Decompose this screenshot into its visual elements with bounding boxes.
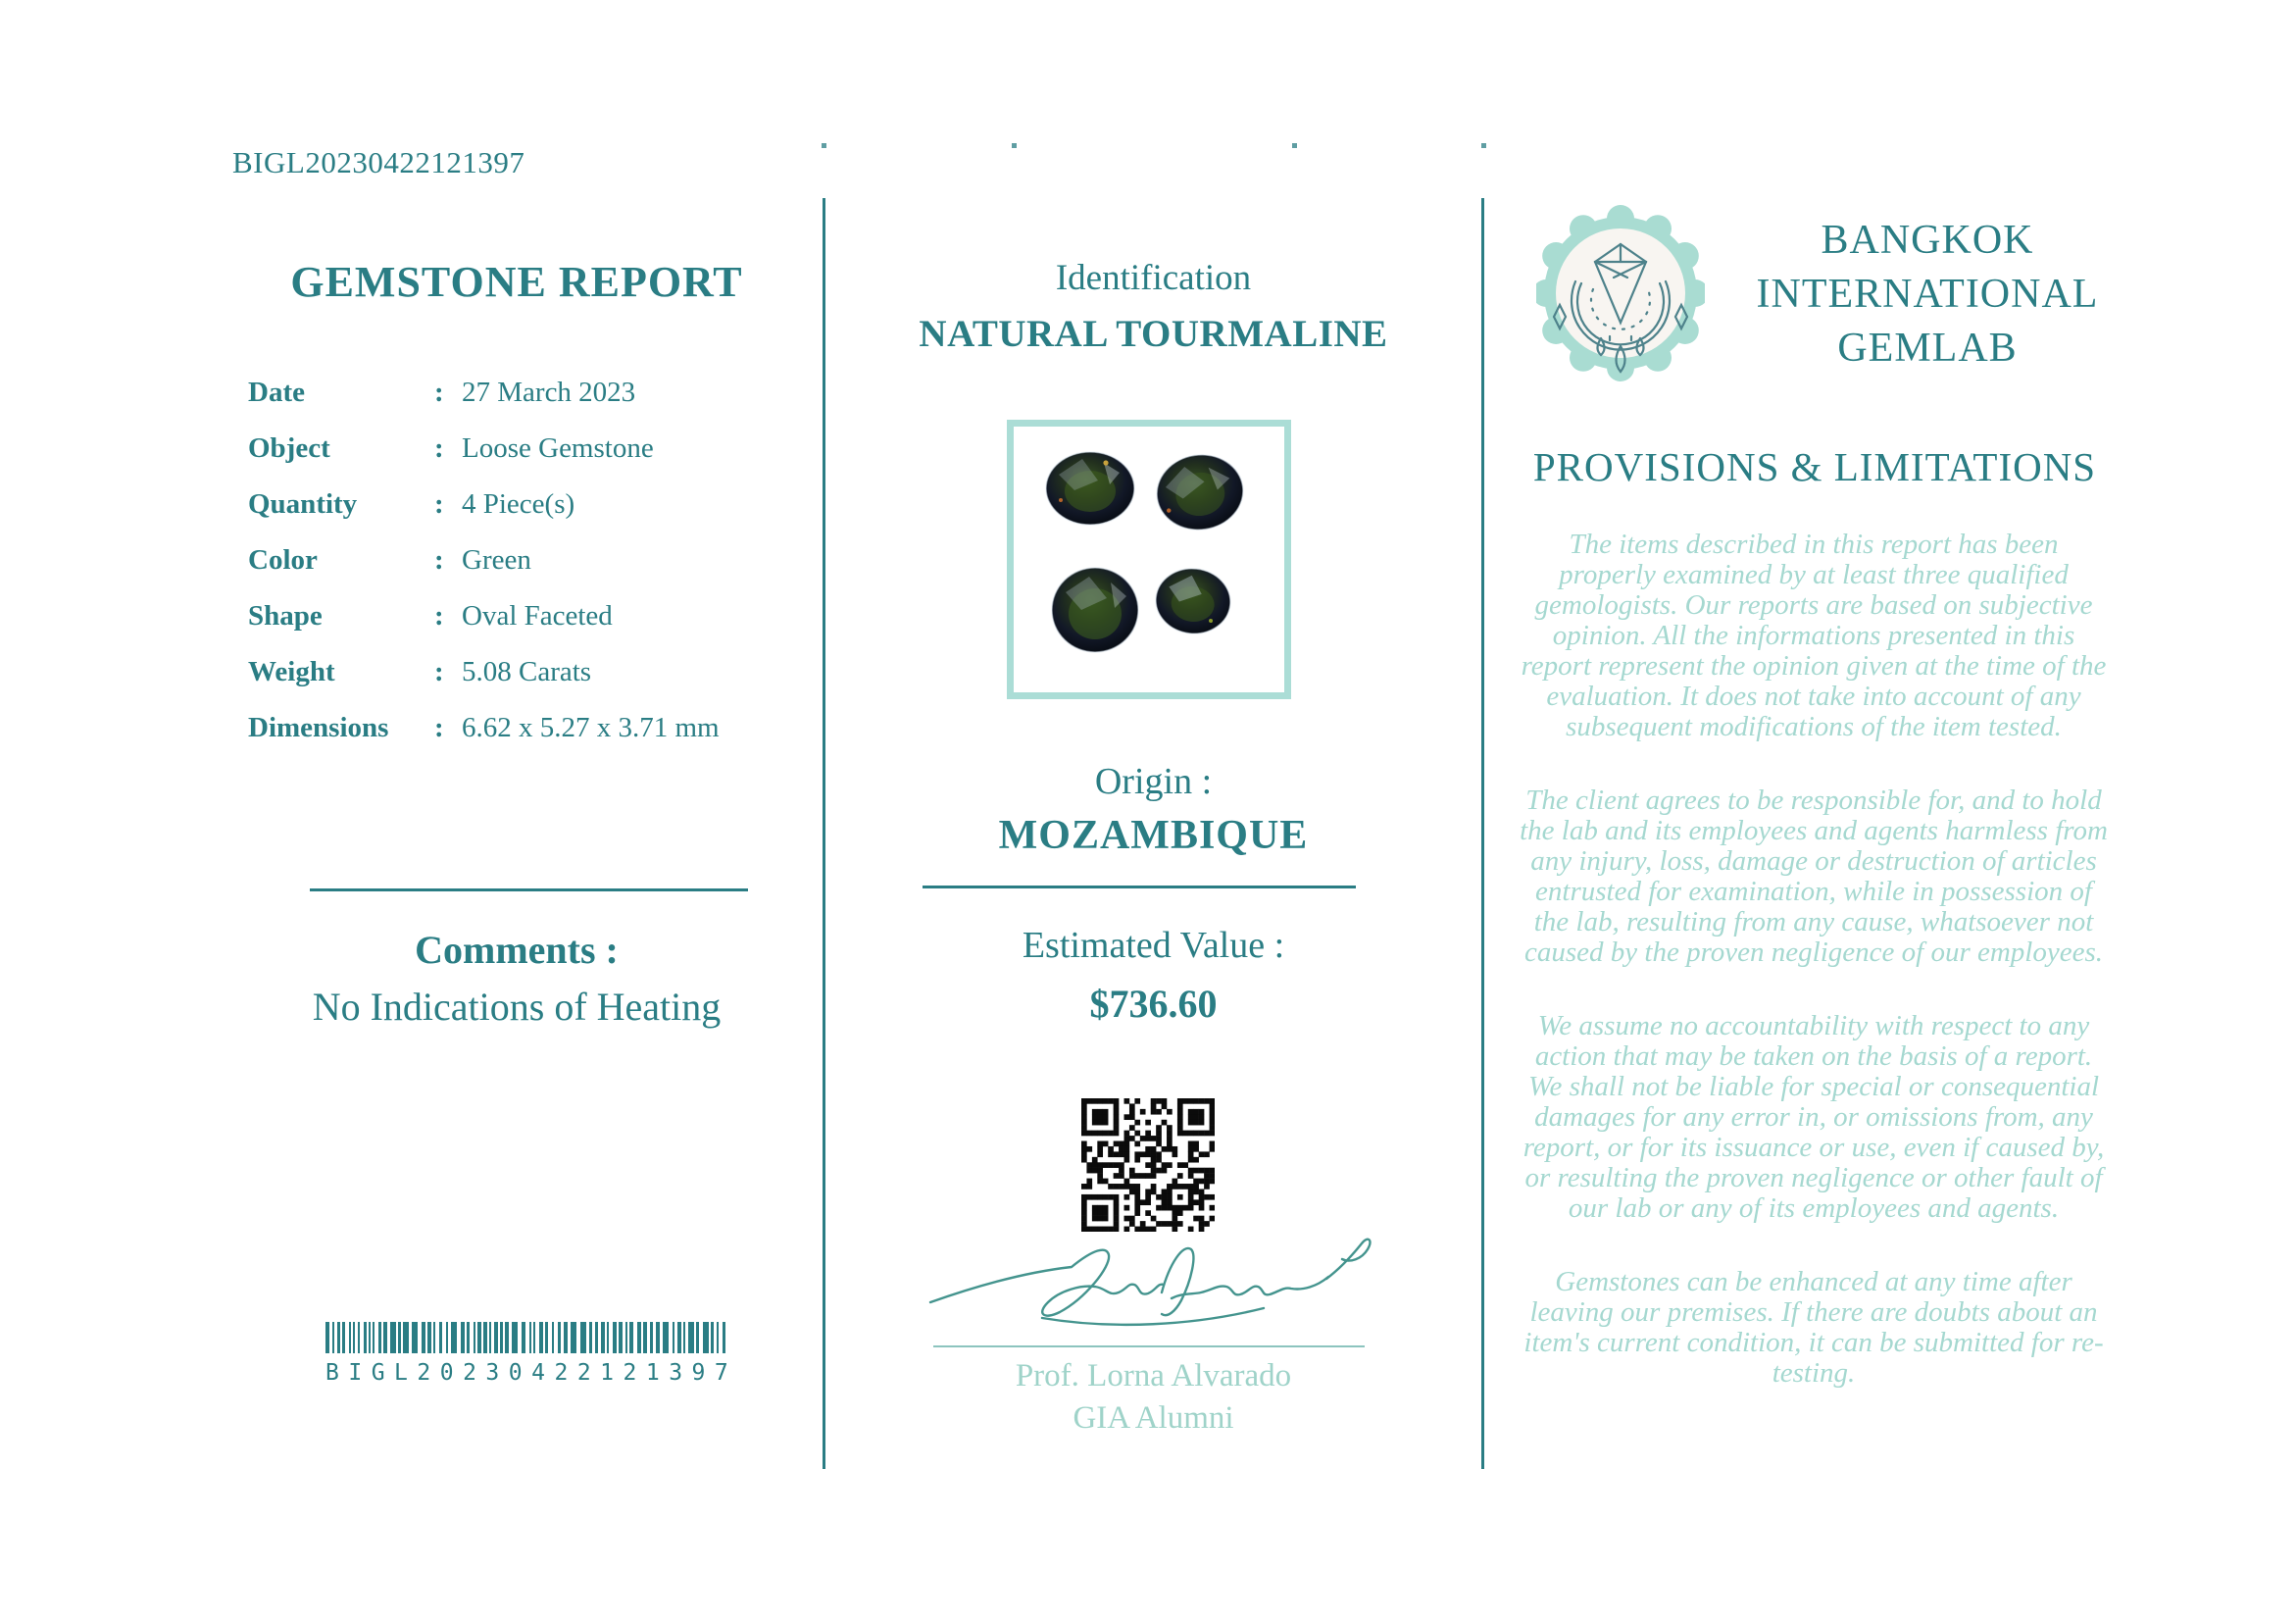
detail-row-weight <box>248 644 817 700</box>
comments-text: No Indications of Heating <box>312 985 722 1029</box>
provisions-paragraph: Gemstones can be enhanced at any time after leaving our premises. If there are doubts about an item's current condition, it can be submitted for re-testing. <box>1523 1266 2104 1389</box>
provisions-paragraph: The client agrees to be responsible for, and to hold the lab and its employees and agents harmless from any injury, loss, damage or destruction of articles entrusted for examination, while in possession of the lab, resulting from any cause, whatsoever not caused by the proven negligence of our employees. <box>1520 785 2108 968</box>
column-divider-right <box>1481 198 1484 1469</box>
lab-name <box>1718 214 2137 376</box>
lab-name-line: INTERNATIONAL <box>1756 272 2099 317</box>
provisions-heading: PROVISIONS & LIMITATIONS <box>1532 444 2097 489</box>
detail-row-dimensions <box>248 700 817 756</box>
detail-label: Object <box>248 432 330 464</box>
gem-top-right <box>1152 449 1248 535</box>
detail-row-color <box>248 532 817 588</box>
detail-row-shape <box>248 588 817 644</box>
detail-row-quantity <box>248 477 817 532</box>
detail-separator: : <box>434 600 444 632</box>
barcode-text: BIGL20230422121397 <box>325 1360 738 1386</box>
provisions-text <box>1518 530 2110 1432</box>
detail-separator: : <box>434 712 444 743</box>
detail-value: Green <box>462 544 531 576</box>
gemstone-photo <box>1007 420 1291 699</box>
detail-label: Quantity <box>248 488 358 520</box>
registration-mark <box>1012 143 1017 148</box>
detail-separator: : <box>434 488 444 520</box>
detail-value: 4 Piece(s) <box>462 488 575 520</box>
detail-row-object <box>248 421 817 477</box>
comments-heading: Comments : <box>415 928 619 972</box>
qr-code <box>1081 1098 1215 1232</box>
estimated-value-heading: Estimated Value : <box>1022 925 1285 966</box>
gem-bottom-left <box>1052 568 1138 652</box>
registration-mark <box>822 143 826 148</box>
comments-divider <box>310 888 748 891</box>
gemstones-image <box>1014 427 1284 692</box>
barcode <box>325 1322 737 1386</box>
signature <box>926 1238 1377 1347</box>
detail-value: 6.62 x 5.27 x 3.71 mm <box>462 712 720 743</box>
report-title: GEMSTONE REPORT <box>290 258 743 306</box>
signatory-credential: GIA Alumni <box>1073 1400 1234 1436</box>
lab-name-line: GEMLAB <box>1837 326 2018 371</box>
detail-value: Oval Faceted <box>462 600 613 632</box>
origin-heading: Origin : <box>1094 761 1213 802</box>
certificate-number: BIGL20230422121397 <box>232 145 525 179</box>
detail-separator: : <box>434 656 444 687</box>
origin-value: MOZAMBIQUE <box>998 813 1309 858</box>
registration-mark <box>1292 143 1297 148</box>
detail-row-date <box>248 365 817 421</box>
detail-label: Weight <box>248 656 335 687</box>
gem-top-left <box>1046 452 1134 525</box>
signatory-name: Prof. Lorna Alvarado <box>1015 1358 1292 1393</box>
detail-separator: : <box>434 544 444 576</box>
detail-label: Date <box>248 377 305 408</box>
detail-label: Color <box>248 544 318 576</box>
estimated-value: $736.60 <box>1089 982 1218 1026</box>
qr-code-image <box>1081 1098 1215 1232</box>
lab-name-line: BANGKOK <box>1821 218 2034 263</box>
detail-label: Shape <box>248 600 323 632</box>
value-divider <box>923 886 1356 888</box>
registration-mark <box>1481 143 1486 148</box>
gem-bottom-right <box>1153 565 1233 637</box>
identification-heading: Identification <box>1055 258 1252 298</box>
details-table <box>248 365 817 756</box>
detail-separator: : <box>434 432 444 464</box>
detail-label: Dimensions <box>248 712 389 743</box>
provisions-paragraph: The items described in this report has been properly examined by at least three qualified gemologists. Our reports are based on subjective opinion. All the informations presented in this report represent the opinion given at the time of the evaluation. It does not take into account of any subsequent modifications of the item tested. <box>1521 529 2107 742</box>
identification-result: NATURAL TOURMALINE <box>919 313 1388 355</box>
detail-value: Loose Gemstone <box>462 432 654 464</box>
detail-separator: : <box>434 377 444 408</box>
barcode-bars <box>325 1322 725 1353</box>
lab-seal-logo <box>1536 199 1705 387</box>
detail-value: 5.08 Carats <box>462 656 592 687</box>
signature-line <box>933 1345 1365 1347</box>
detail-value: 27 March 2023 <box>462 377 636 408</box>
provisions-paragraph: We assume no accountability with respect to any action that may be taken on the basis of a report. We shall not be liable for special or consequential damages for any error in, or omissions from, any report, or for its issuance or use, even if caused by, or resulting the proven negligence or other fault of our lab or any of its employees and agents. <box>1522 1010 2105 1224</box>
